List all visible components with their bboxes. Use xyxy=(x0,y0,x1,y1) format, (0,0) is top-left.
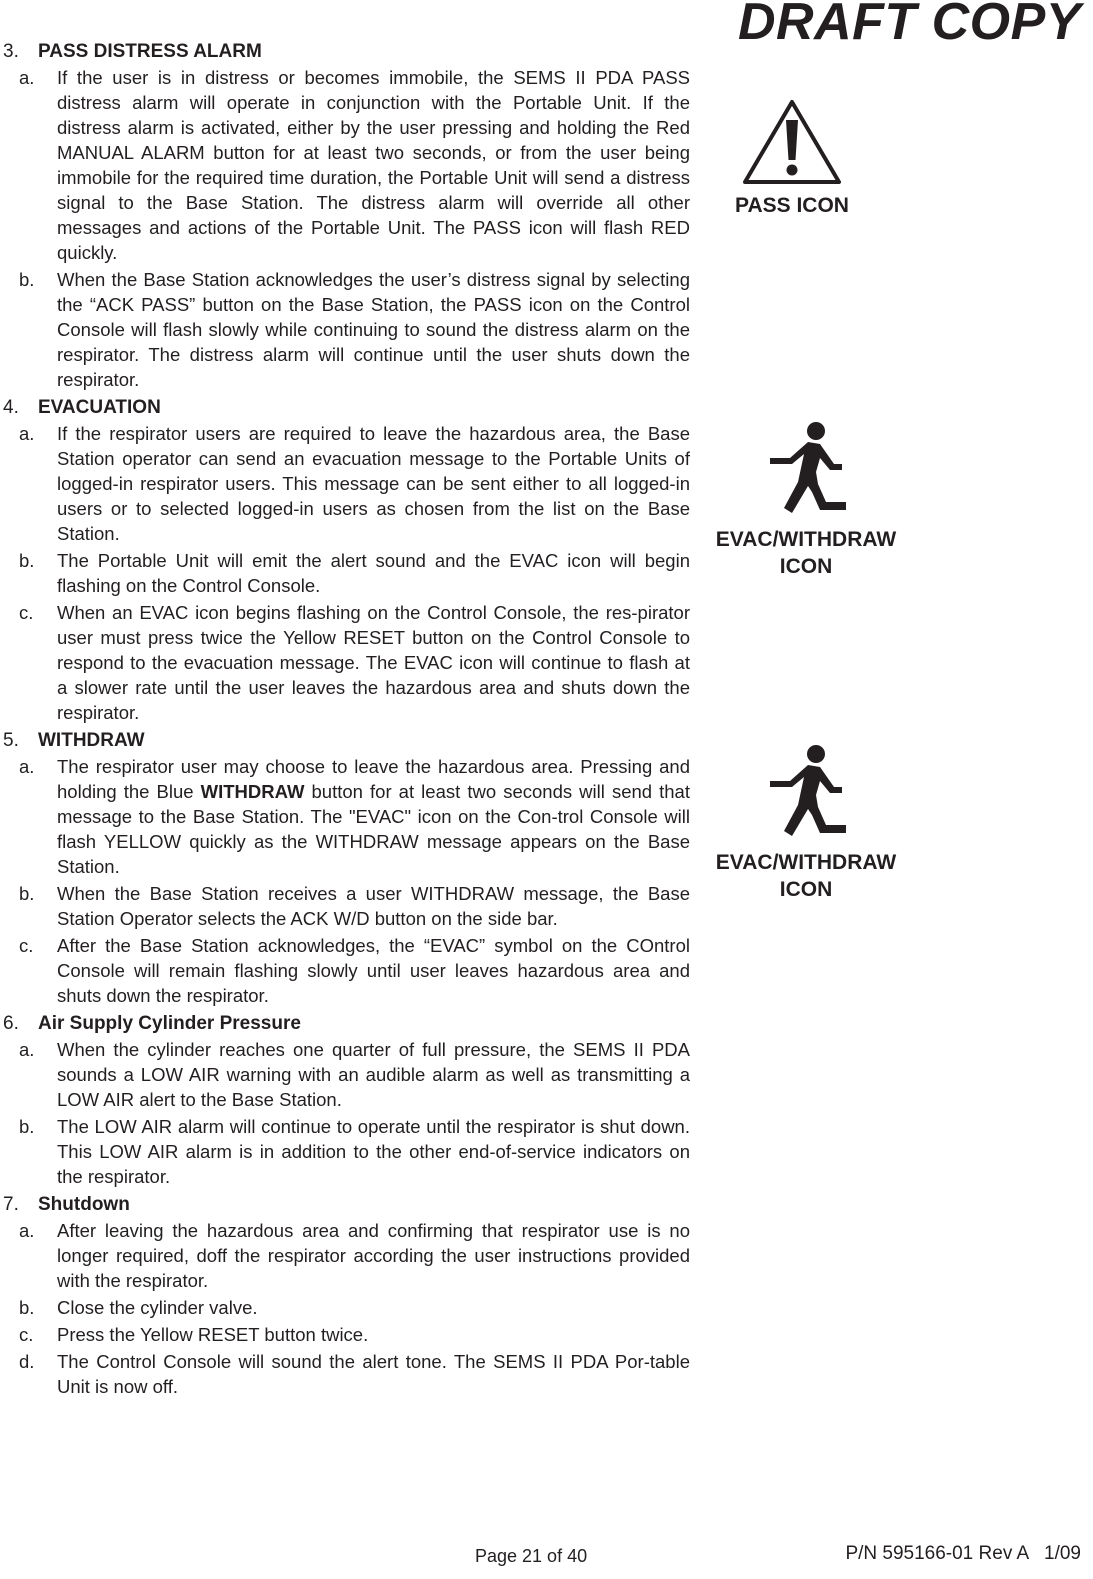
list-item xyxy=(0,421,690,546)
item-text: After the Base Station acknowledges, the “EVAC” symbol on the COntrol Console will remain flashing slowly until user leaves hazardous area and shuts down the respirator. xyxy=(57,935,690,1006)
pass-icon-figure xyxy=(712,98,872,219)
section-number: 5. xyxy=(3,730,19,751)
list-item xyxy=(0,1322,690,1347)
evac-icon-caption-line1: EVAC/WITHDRAW xyxy=(715,851,897,874)
draft-copy-watermark: DRAFT COPY xyxy=(738,0,1081,51)
section-pass-distress-alarm xyxy=(0,38,690,392)
evac-icon-caption-line1: EVAC/WITHDRAW xyxy=(715,528,897,551)
list-item xyxy=(0,1037,690,1112)
section-number: 4. xyxy=(3,397,19,418)
section-title: Air Supply Cylinder Pressure xyxy=(38,1013,301,1034)
evac-icon-caption-line2: ICON xyxy=(779,878,833,901)
section-number: 6. xyxy=(3,1013,19,1034)
evac-icon-caption-line2: ICON xyxy=(779,555,833,578)
list-item xyxy=(0,1218,690,1293)
section-heading xyxy=(0,727,690,754)
item-text xyxy=(57,754,690,879)
section-heading xyxy=(0,1191,690,1218)
evac-withdraw-icon-figure xyxy=(700,420,912,580)
item-text: After leaving the hazardous area and confirming that respirator use is no longer required, doff the respirator according the user instructions provided with the respirator. xyxy=(57,1220,690,1291)
list-item xyxy=(0,548,690,598)
item-text: The Control Console will sound the alert tone. The SEMS II PDA Por-table Unit is now off. xyxy=(57,1351,690,1397)
list-item xyxy=(0,65,690,265)
item-text: If the user is in distress or becomes immobile, the SEMS II PDA PASS distress alarm will operate in conjunction with the Portable Unit. If the distress alarm is activated, either by the user pressing and holding the Red MANUAL ALARM button for at least two seconds, or from the user being immobile for the required time duration, the Portable Unit will send a distress signal to the Base Station. The distress alarm will override all other messages and actions of the Portable Unit. The PASS icon will flash RED quickly. xyxy=(57,67,690,263)
list-item xyxy=(0,1349,690,1399)
section-title: WITHDRAW xyxy=(38,730,145,751)
section-withdraw xyxy=(0,727,690,1008)
item-letter: c. xyxy=(19,935,34,956)
list-item xyxy=(0,1295,690,1320)
running-person-icon xyxy=(764,420,848,518)
section-heading xyxy=(0,394,690,421)
running-person-icon xyxy=(764,743,848,841)
section-evacuation xyxy=(0,394,690,725)
document-body xyxy=(0,38,690,1401)
item-letter: a. xyxy=(19,1220,35,1241)
section-title: Shutdown xyxy=(38,1194,130,1215)
item-letter: b. xyxy=(19,1297,35,1318)
part-number: P/N 595166-01 Rev A 1/09 xyxy=(845,1543,1081,1564)
item-letter: c. xyxy=(19,1324,34,1345)
section-heading xyxy=(0,38,690,65)
list-item xyxy=(0,1114,690,1189)
page-number: Page 21 of 40 xyxy=(475,1546,588,1566)
item-text: When the cylinder reaches one quarter of full pressure, the SEMS II PDA sounds a LOW AIR warning with an audible alarm as well as transmitting a LOW AIR alert to the Base Station. xyxy=(57,1039,690,1110)
item-letter: c. xyxy=(19,602,34,623)
item-letter: a. xyxy=(19,1039,35,1060)
item-text: The Portable Unit will emit the alert sound and the EVAC icon will begin flashing on the Control Console. xyxy=(57,550,690,596)
section-number: 3. xyxy=(3,41,19,62)
item-letter: b. xyxy=(19,550,35,571)
item-letter: a. xyxy=(19,67,35,88)
list-item xyxy=(0,881,690,931)
item-text: Close the cylinder valve. xyxy=(57,1297,258,1318)
item-letter: b. xyxy=(19,883,35,904)
item-text: When the Base Station receives a user WITHDRAW message, the Base Station Operator selects the ACK W/D button on the side bar. xyxy=(57,883,690,929)
withdraw-bold-text: WITHDRAW xyxy=(200,781,305,802)
section-shutdown xyxy=(0,1191,690,1399)
list-item xyxy=(0,267,690,392)
item-text: The LOW AIR alarm will continue to operate until the respirator is shut down. This LOW AIR alarm is in addition to the other end-of-service indicators on the respirator. xyxy=(57,1116,690,1187)
item-letter: d. xyxy=(19,1351,35,1372)
section-title: PASS DISTRESS ALARM xyxy=(38,41,262,62)
list-item xyxy=(0,933,690,1008)
evac-withdraw-icon-figure xyxy=(700,743,912,903)
list-item xyxy=(0,600,690,725)
item-text-before: The respirator user may choose to leave the hazardous area. Pressing and holding the Blue xyxy=(57,756,690,802)
section-title: EVACUATION xyxy=(38,397,161,418)
section-number: 7. xyxy=(3,1194,19,1215)
item-text: Press the Yellow RESET button twice. xyxy=(57,1324,369,1345)
item-text: When the Base Station acknowledges the user’s distress signal by selecting the “ACK PASS” button on the Base Station, the PASS icon on the Control Console will flash slowly while continuing to sound the distress alarm on the respirator. The distress alarm will continue until the user shuts down the respirator. xyxy=(57,269,690,390)
item-letter: b. xyxy=(19,269,35,290)
item-text: When an EVAC icon begins flashing on the Control Console, the res-pirator user must press twice the Yellow RESET button on the Control Console to respond to the evacuation message. The EVAC icon will continue to flash at a slower rate until the user leaves the hazardous area and shuts down the respirator. xyxy=(57,602,690,723)
item-letter: a. xyxy=(19,756,35,777)
item-letter: b. xyxy=(19,1116,35,1137)
item-letter: a. xyxy=(19,423,35,444)
item-text-after: button for at least two seconds will send that message to the Base Station. The "EVAC" icon on the Con-trol Console will flash YELLOW quickly as the WITHDRAW message appears on the Base Station. xyxy=(57,781,690,877)
list-item xyxy=(0,754,690,879)
section-heading xyxy=(0,1010,690,1037)
section-air-supply xyxy=(0,1010,690,1189)
warning-triangle-icon xyxy=(740,98,844,186)
pass-icon-caption: PASS ICON xyxy=(735,194,849,217)
item-text: If the respirator users are required to leave the hazardous area, the Base Station operator can send an evacuation message to the Portable Units of logged-in respirator users. This message can be sent either to all logged-in users or to selected logged-in users as chosen from the list on the Base Station. xyxy=(57,423,690,544)
